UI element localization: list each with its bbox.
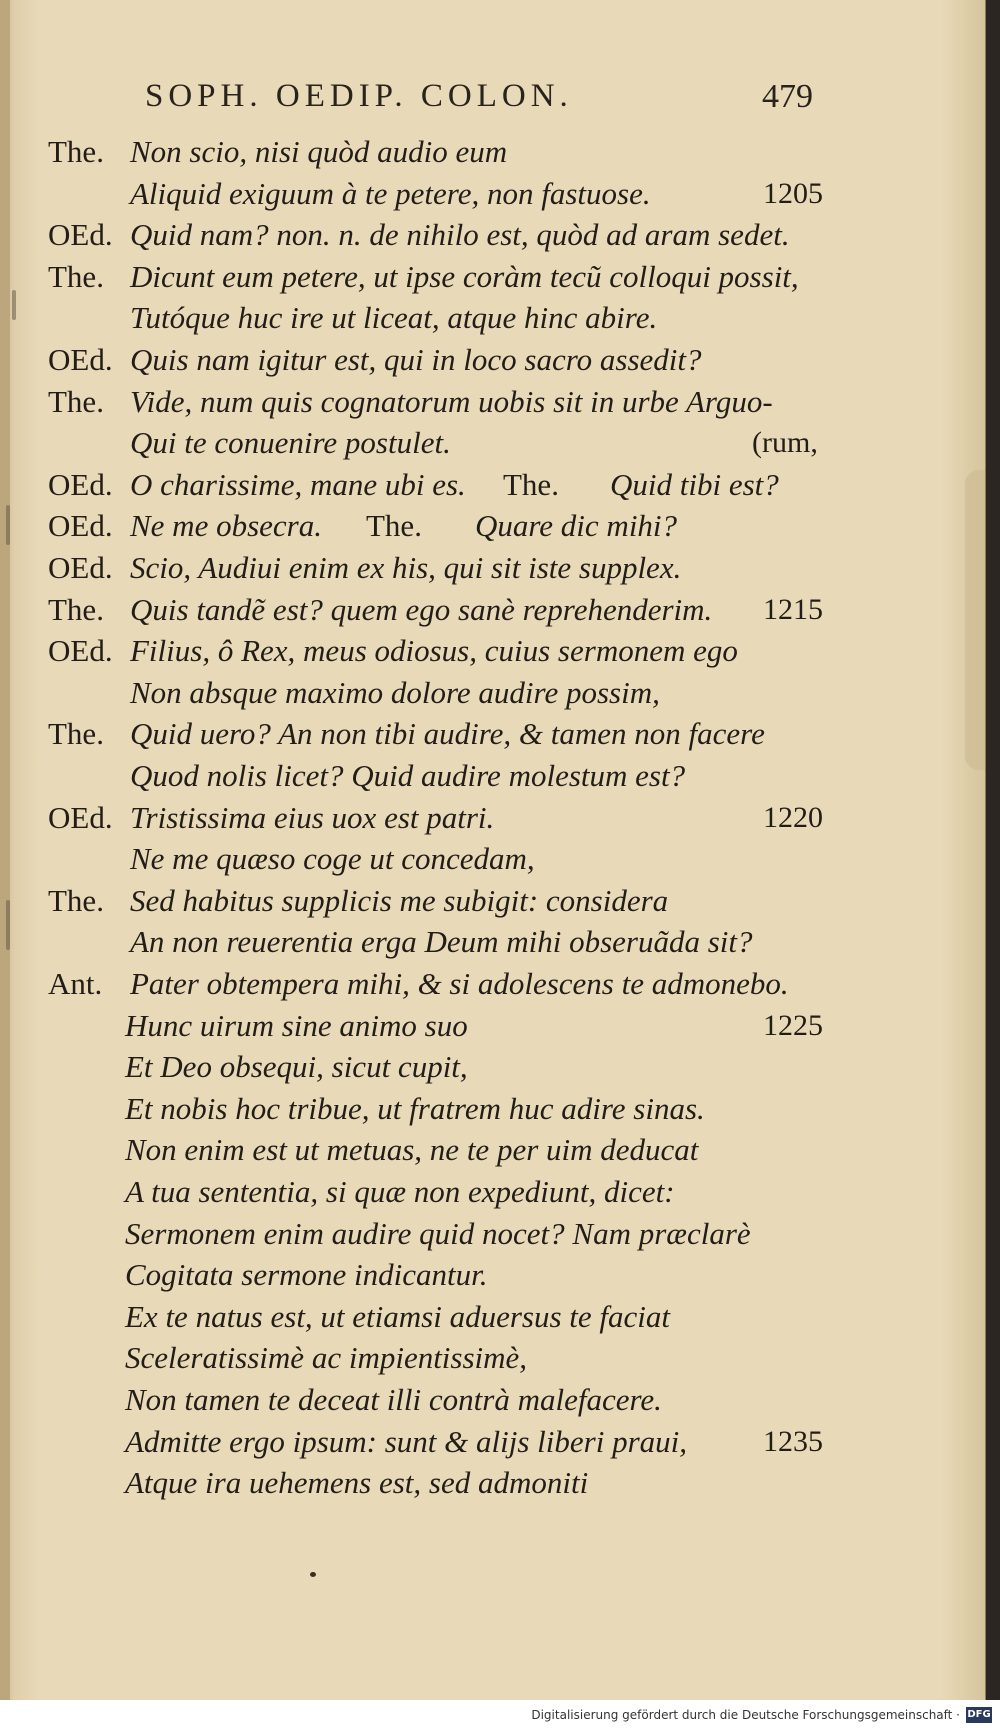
- verse-line: [0, 590, 985, 630]
- verse-text: Aliquid exiguum à te petere, non fastuose.: [130, 175, 651, 211]
- verse-text: Quis nam igitur est, qui in loco sacro assedit?: [130, 342, 702, 377]
- verse-line: [0, 548, 985, 588]
- speaker-label: OEd.: [48, 799, 113, 835]
- verse-line: [0, 465, 985, 505]
- verse-text: Quod nolis licet? Quid audire molestum est?: [130, 758, 686, 793]
- speaker-label: The.: [48, 134, 104, 169]
- verse-text: Sceleratissimè ac impientissimè,: [125, 1340, 528, 1376]
- verse-text: Quid tibi est?: [610, 466, 779, 502]
- verse-text: Et nobis hoc tribue, ut fratrem huc adire sinas.: [125, 1090, 705, 1126]
- verse-text: Quare dic mihi?: [475, 508, 678, 544]
- speaker-label: OEd.: [48, 217, 113, 253]
- verse-text: Quis tandẽ est? quem ego sanè reprehenderim.: [130, 591, 713, 627]
- running-head: SOPH. OEDIP. COLON.: [145, 78, 573, 114]
- verse-line: [0, 1463, 985, 1503]
- verse-line: [0, 215, 985, 255]
- verse-line: [0, 1089, 985, 1129]
- line-number: 1205: [763, 176, 823, 210]
- dfg-logo: DFG: [966, 1707, 992, 1723]
- verse-text: Cogitata sermone indicantur.: [125, 1257, 488, 1293]
- speaker-label: The.: [48, 591, 104, 627]
- verse-line: [0, 1172, 985, 1212]
- verse-line: [0, 714, 985, 754]
- margin-mark: [6, 900, 10, 950]
- verse-line: [0, 756, 985, 796]
- speaker-label: OEd.: [48, 342, 113, 377]
- verse-text: Sed habitus supplicis me subigit: considera: [130, 882, 669, 918]
- margin-mark: [6, 505, 10, 545]
- verse-text: Admitte ergo ipsum: sunt & alijs liberi praui,: [125, 1423, 688, 1459]
- verse-line: [0, 1130, 985, 1170]
- verse-text: O charissime, mane ubi es.: [130, 466, 466, 502]
- speaker-label: The.: [48, 716, 104, 752]
- speaker-label: OEd.: [48, 508, 113, 544]
- line-number: 1215: [763, 592, 823, 626]
- line-number: 1235: [763, 1424, 823, 1458]
- line-number: (rum,: [752, 426, 818, 460]
- verse-text: Sermonem enim audire quid nocet? Nam præclarè: [125, 1215, 751, 1251]
- verse-line: [0, 1006, 985, 1046]
- verse-line: [0, 340, 985, 380]
- margin-mark: [12, 290, 16, 320]
- verse-line: [0, 964, 985, 1004]
- verse-line: [0, 1422, 985, 1462]
- speaker-label: OEd.: [48, 466, 113, 502]
- verse-line: [0, 1297, 985, 1337]
- verse-text: Non enim est ut metuas, ne te per uim deducat: [125, 1132, 699, 1168]
- verse-text: Pater obtempera mihi, & si adolescens te admonebo.: [130, 966, 789, 1001]
- speaker-label: OEd.: [48, 633, 113, 669]
- verse-line: [0, 1214, 985, 1254]
- verse-text: Non scio, nisi quòd audio eum: [130, 134, 508, 169]
- funding-credit: Digitalisierung gefördert durch die Deutsche Forschungsgemeinschaft ·: [531, 1708, 960, 1722]
- verse-text: A tua sententia, si quæ non expediunt, dicet:: [125, 1174, 675, 1209]
- verse-text: Quid nam? non. n. de nihilo est, quòd ad aram sedet.: [130, 217, 790, 253]
- verse-text: Non tamen te deceat illi contrà malefacere.: [125, 1382, 662, 1417]
- verse-line: [0, 257, 985, 297]
- verse-line: [0, 839, 985, 879]
- verse-text: Ne me obsecra.: [130, 508, 322, 544]
- speaker-label: The.: [503, 466, 559, 502]
- verse-text: Qui te conuenire postulet.: [130, 425, 451, 461]
- verse-line: [0, 298, 985, 338]
- verse-text: Tutóque huc ire ut liceat, atque hinc abire.: [130, 300, 658, 336]
- verse-text: Scio, Audiui enim ex his, qui sit iste supplex.: [130, 550, 682, 585]
- verse-line: [0, 132, 985, 172]
- verse-line: [0, 881, 985, 921]
- verse-text: Tristissima eius uox est patri.: [130, 799, 495, 835]
- speaker-label: OEd.: [48, 550, 113, 585]
- verse-line: [0, 382, 985, 422]
- verse-line: [0, 1380, 985, 1420]
- speaker-label: Ant.: [48, 966, 103, 1001]
- verse-text: Quid uero? An non tibi audire, & tamen non facere: [130, 716, 765, 752]
- line-number: 1225: [763, 1008, 823, 1042]
- speaker-label: The.: [48, 383, 104, 419]
- line-number: 1220: [763, 800, 823, 834]
- verse-text: Non absque maximo dolore audire possim,: [130, 674, 660, 710]
- verse-line: [0, 423, 985, 463]
- verse-line: [0, 174, 985, 214]
- speaker-label: The.: [48, 882, 104, 918]
- verse-line: [0, 1338, 985, 1378]
- verse-line: [0, 922, 985, 962]
- verse-text: An non reuerentia erga Deum mihi obseruãda sit?: [130, 924, 753, 960]
- verse-line: [0, 673, 985, 713]
- verse-text: Atque ira uehemens est, sed admoniti: [125, 1465, 589, 1501]
- verse-text: Dicunt eum petere, ut ipse coràm tecũ colloqui possit,: [130, 258, 799, 294]
- verse-line: [0, 798, 985, 838]
- speaker-label: The.: [48, 258, 104, 294]
- verse-text: Filius, ô Rex, meus odiosus, cuius sermonem ego: [130, 633, 738, 669]
- speaker-label: The.: [366, 508, 422, 544]
- verse-text: Ex te natus est, ut etiamsi aduersus te faciat: [125, 1298, 671, 1334]
- verse-line: [0, 506, 985, 546]
- verse-text: Hunc uirum sine animo suo: [125, 1007, 468, 1043]
- verse-text: Et Deo obsequi, sicut cupit,: [125, 1049, 468, 1085]
- verse-line: [0, 1255, 985, 1295]
- verse-line: [0, 631, 985, 671]
- verse-text: Ne me quæso coge ut concedam,: [130, 841, 535, 877]
- verse-line: [0, 1047, 985, 1087]
- verse-text: Vide, num quis cognatorum uobis sit in urbe Arguo-: [130, 383, 773, 419]
- page-number: 479: [762, 78, 813, 115]
- ink-speck: [310, 1572, 316, 1577]
- digitization-footer: [0, 1700, 1000, 1735]
